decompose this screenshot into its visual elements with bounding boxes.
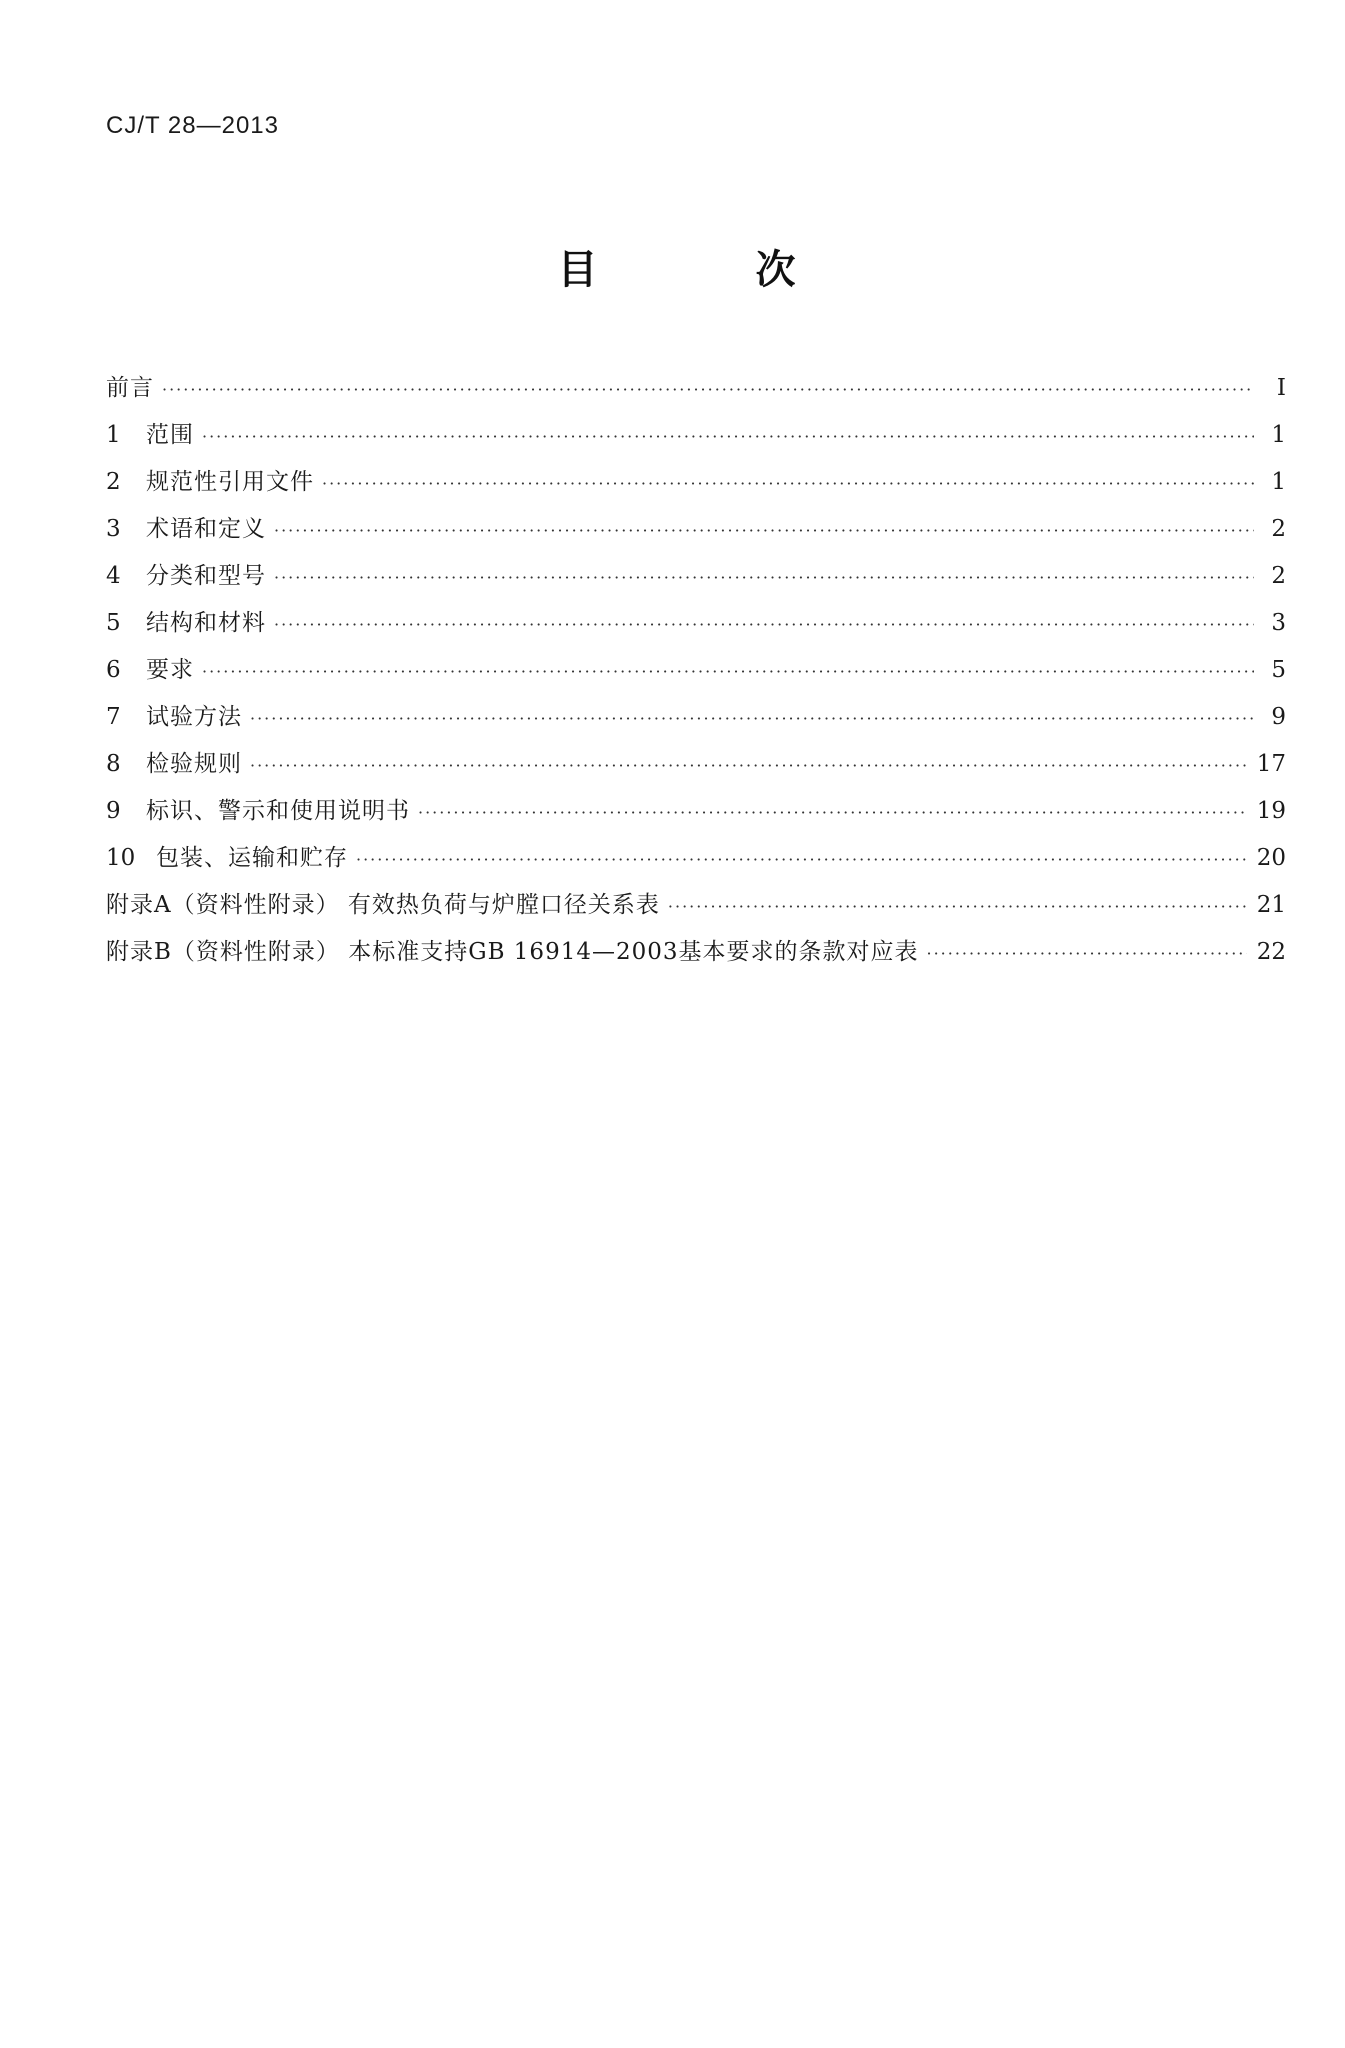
- toc-entry-7[interactable]: [106, 694, 1286, 741]
- toc-entry-number: 6: [106, 657, 121, 683]
- toc-entry-4[interactable]: [106, 553, 1286, 600]
- toc-entry-number: 1: [106, 422, 121, 448]
- toc-leader-dots: [322, 460, 1254, 507]
- toc-leader-dots: [162, 366, 1254, 413]
- toc-entry-number: 8: [106, 751, 121, 777]
- toc-entry-page: 19: [1256, 798, 1286, 824]
- toc-leader-dots: [274, 554, 1254, 601]
- toc-entry-number: 10: [106, 845, 136, 871]
- toc-entry-5[interactable]: [106, 600, 1286, 647]
- toc-entry-label: 范围: [146, 422, 194, 448]
- toc-entry-page: I: [1276, 375, 1286, 401]
- toc-leader-dots: [668, 883, 1247, 930]
- toc-entry-page: 3: [1271, 610, 1286, 636]
- toc-leader-dots: [202, 413, 1254, 460]
- toc-entry-label: 附录B（资料性附录） 本标准支持GB 16914—2003基本要求的条款对应表: [106, 939, 919, 965]
- toc-leader-dots: [250, 695, 1254, 742]
- toc-leader-dots: [274, 507, 1254, 554]
- toc-entry-page: 20: [1256, 845, 1286, 871]
- toc-entry-label: 附录A（资料性附录） 有效热负荷与炉膛口径关系表: [106, 892, 660, 918]
- toc-leader-dots: [418, 789, 1247, 836]
- toc-entry-label: 术语和定义: [146, 516, 266, 542]
- toc-entry-label: 分类和型号: [146, 563, 266, 589]
- toc-entry-label: 检验规则: [146, 751, 242, 777]
- standard-code: CJ/T 28—2013: [106, 112, 279, 139]
- toc-entry-label: 前言: [106, 375, 154, 401]
- toc-entry-page: 1: [1271, 469, 1286, 495]
- toc-entry-number: 5: [106, 610, 121, 636]
- toc-leader-dots: [356, 836, 1247, 883]
- toc-entry-number: 4: [106, 563, 121, 589]
- toc-entry-page: 2: [1271, 563, 1286, 589]
- toc-entry-8[interactable]: [106, 741, 1286, 788]
- toc-entry-label: 包装、运输和贮存: [156, 845, 348, 871]
- toc-entry-label: 结构和材料: [146, 610, 266, 636]
- toc-leader-dots: [927, 930, 1247, 977]
- toc-entry-9[interactable]: [106, 788, 1286, 835]
- toc-entry-page: 9: [1271, 704, 1286, 730]
- toc-entry-page: 17: [1256, 751, 1286, 777]
- toc-entry-number: 2: [106, 469, 121, 495]
- toc-entry-10[interactable]: [106, 835, 1286, 882]
- toc-entry-foreword[interactable]: [106, 365, 1286, 412]
- toc-entry-label: 要求: [146, 657, 194, 683]
- toc-leader-dots: [274, 601, 1254, 648]
- table-of-contents: [106, 365, 1286, 976]
- toc-entry-label: 试验方法: [146, 704, 242, 730]
- toc-entry-page: 22: [1256, 939, 1286, 965]
- toc-entry-1[interactable]: [106, 412, 1286, 459]
- toc-entry-appendix-a[interactable]: [106, 882, 1286, 929]
- toc-leader-dots: [202, 648, 1254, 695]
- toc-entry-page: 2: [1271, 516, 1286, 542]
- toc-entry-number: 7: [106, 704, 121, 730]
- page-title: 目 次: [557, 247, 868, 293]
- toc-entry-6[interactable]: [106, 647, 1286, 694]
- toc-entry-2[interactable]: [106, 459, 1286, 506]
- toc-entry-label: 规范性引用文件: [146, 469, 314, 495]
- toc-entry-page: 5: [1271, 657, 1286, 683]
- toc-entry-appendix-b[interactable]: [106, 929, 1286, 976]
- toc-entry-page: 21: [1256, 892, 1286, 918]
- toc-entry-label: 标识、警示和使用说明书: [146, 798, 410, 824]
- toc-entry-number: 9: [106, 798, 121, 824]
- toc-leader-dots: [250, 742, 1247, 789]
- toc-entry-number: 3: [106, 516, 121, 542]
- toc-entry-page: 1: [1271, 422, 1286, 448]
- toc-entry-3[interactable]: [106, 506, 1286, 553]
